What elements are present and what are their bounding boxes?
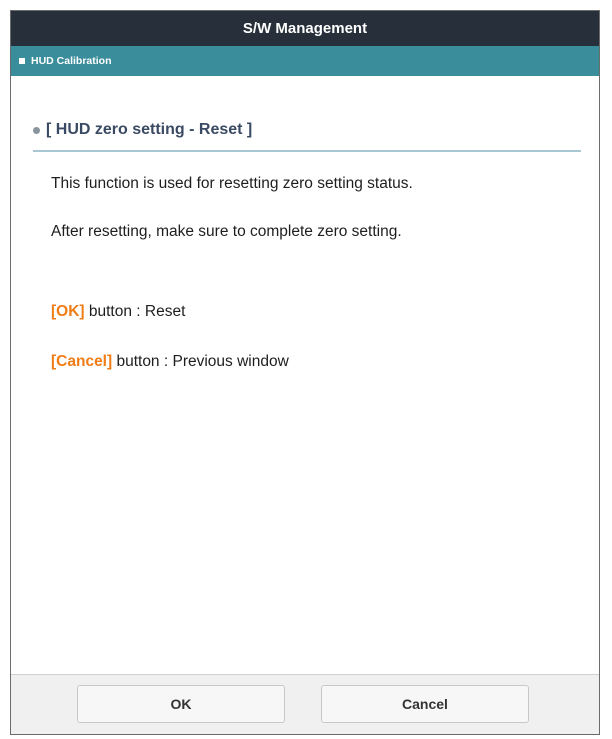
- sw-management-window: [10, 10, 600, 735]
- heading-text: [ HUD zero setting - Reset ]: [46, 121, 253, 138]
- button-footer: [11, 674, 599, 734]
- circle-bullet-icon: [33, 127, 40, 134]
- window-title: S/W Management: [242, 20, 368, 37]
- cancel-hint: [51, 353, 289, 371]
- description-line-1: This function is used for resetting zero setting status.: [51, 175, 413, 192]
- square-bullet-icon: [19, 58, 25, 64]
- description-line-2: After resetting, make sure to complete zero setting.: [51, 223, 402, 240]
- section-label: HUD Calibration: [31, 55, 112, 67]
- ok-hint: [51, 303, 185, 321]
- cancel-hint-key: [Cancel]: [51, 353, 113, 370]
- section-heading: [33, 120, 581, 152]
- cancel-button[interactable]: Cancel: [321, 685, 529, 723]
- ok-hint-key: [OK]: [51, 303, 85, 320]
- title-bar: [11, 11, 599, 46]
- section-bar: [11, 46, 599, 76]
- ok-button[interactable]: OK: [77, 685, 285, 723]
- cancel-hint-text: button : Previous window: [112, 353, 289, 370]
- ok-hint-text: button : Reset: [84, 303, 186, 320]
